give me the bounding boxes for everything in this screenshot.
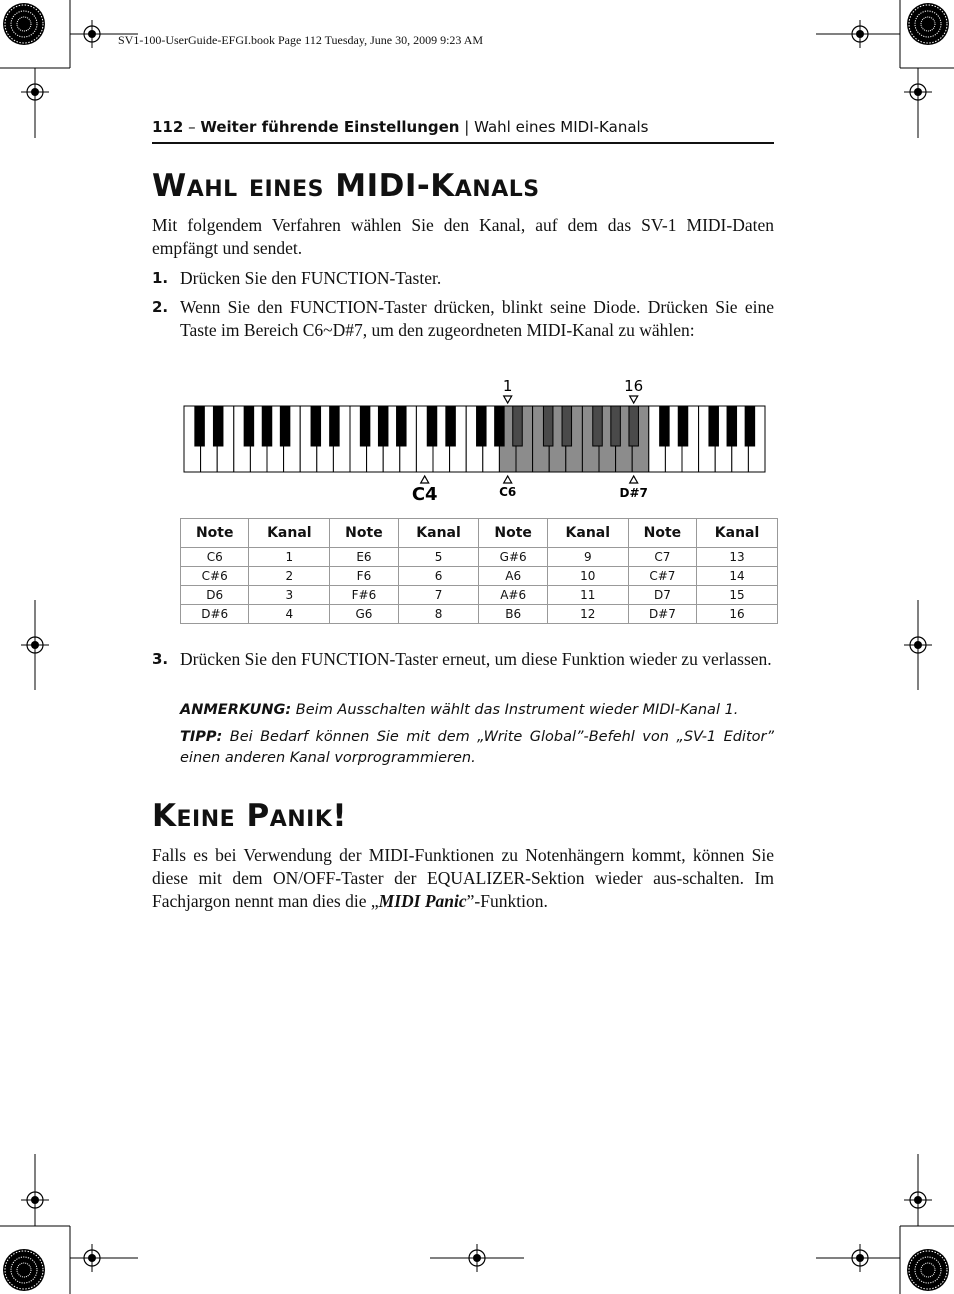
panic-paragraph	[152, 844, 774, 913]
channel-1-label: 1	[502, 377, 513, 395]
step-text: Drücken Sie den FUNCTION-Taster.	[180, 268, 442, 288]
black-key	[244, 406, 254, 446]
table-cell: D6	[181, 586, 249, 605]
crosshair-icon	[21, 78, 49, 106]
book-info-line: SV1-100-UserGuide-EFGI.book Page 112 Tuesday, June 30, 2009 9:23 AM	[118, 33, 484, 47]
table-cell: 10	[547, 567, 628, 586]
black-key	[397, 406, 407, 446]
black-key	[262, 406, 272, 446]
black-key	[311, 406, 321, 446]
table-header-row	[181, 519, 778, 548]
black-key	[727, 406, 737, 446]
crosshair-icon	[904, 1186, 932, 1214]
crosshair-icon	[904, 78, 932, 106]
crosshair-icon	[78, 20, 106, 48]
note-paragraph	[180, 700, 774, 721]
crosshair-icon	[904, 631, 932, 659]
star-target-icon	[3, 3, 45, 45]
header-separator: |	[459, 118, 475, 136]
table-cell: 14	[697, 567, 778, 586]
page-header	[152, 118, 774, 144]
tip-label: TIPP:	[180, 729, 223, 745]
star-target-icon	[907, 3, 949, 45]
column-header: Kanal	[547, 519, 628, 548]
column-header: Note	[628, 519, 696, 548]
black-key	[745, 406, 755, 446]
black-key	[446, 406, 456, 446]
table-cell: C#7	[628, 567, 696, 586]
note-text: Beim Ausschalten wählt das Instrument wieder MIDI-Kanal 1.	[291, 702, 739, 718]
table-cell: G#6	[479, 548, 547, 567]
c4-label: C4	[411, 484, 438, 505]
table-cell: C#6	[181, 567, 249, 586]
table-row	[181, 605, 778, 624]
table-row	[181, 586, 778, 605]
table-row	[181, 548, 778, 567]
crosshair-icon	[21, 631, 49, 659]
black-key	[543, 406, 553, 446]
midi-channel-table	[180, 518, 778, 624]
table-cell: 16	[697, 605, 778, 624]
black-key	[195, 406, 205, 446]
table-cell: C7	[628, 548, 696, 567]
crosshair-icon	[846, 20, 874, 48]
panic-text-before: Falls es bei Verwendung der MIDI-Funktionen zu Notenhängern kommt, können Sie diese mit dem ON/OFF-Taster der EQUALIZER-Sektion wieder aus-schalten. Im Fachjargon nennt man dies die „	[152, 845, 774, 911]
table-cell: A#6	[479, 586, 547, 605]
tip-text: Bei Bedarf können Sie mit dem „Write Global”-Befehl von „SV-1 Editor” einen anderen Kanal vorprogrammieren.	[180, 729, 774, 766]
black-key	[709, 406, 719, 446]
table-cell: 1	[249, 548, 330, 567]
step-number: 1.	[152, 269, 169, 287]
step-3	[152, 648, 774, 671]
step-number: 3.	[152, 650, 169, 668]
black-key	[360, 406, 370, 446]
table-cell: 7	[398, 586, 479, 605]
black-key	[593, 406, 603, 446]
table-cell: 2	[249, 567, 330, 586]
up-triangle-icon	[504, 476, 512, 483]
crosshair-icon	[463, 1244, 491, 1272]
tip-paragraph	[180, 727, 774, 769]
column-header: Note	[330, 519, 398, 548]
column-header: Kanal	[249, 519, 330, 548]
table-cell: F6	[330, 567, 398, 586]
black-key	[427, 406, 437, 446]
table-cell: D#7	[628, 605, 696, 624]
table-cell: 5	[398, 548, 479, 567]
star-target-icon	[907, 1249, 949, 1291]
black-key	[330, 406, 340, 446]
step-2	[152, 296, 774, 342]
table-row	[181, 567, 778, 586]
black-key	[562, 406, 572, 446]
channel-16-label: 16	[624, 377, 644, 395]
table-cell: 13	[697, 548, 778, 567]
black-key	[280, 406, 290, 446]
column-header: Kanal	[697, 519, 778, 548]
d-sharp-7-label: D#7	[619, 486, 648, 500]
intro-paragraph: Mit folgendem Verfahren wählen Sie den Kanal, auf dem das SV-1 MIDI-Daten empfängt und sendet.	[152, 215, 774, 258]
header-chapter: Weiter führende Einstellungen	[200, 118, 460, 136]
table-cell: 12	[547, 605, 628, 624]
table-cell: 8	[398, 605, 479, 624]
table-cell: D#6	[181, 605, 249, 624]
black-key	[629, 406, 639, 446]
c6-label: C6	[499, 485, 517, 499]
black-key	[495, 406, 505, 446]
table-cell: 3	[249, 586, 330, 605]
table-cell: 11	[547, 586, 628, 605]
up-triangle-icon	[421, 476, 429, 483]
table-cell: F#6	[330, 586, 398, 605]
step-1	[152, 267, 774, 290]
table-cell: D7	[628, 586, 696, 605]
black-key	[678, 406, 688, 446]
table-cell: B6	[479, 605, 547, 624]
column-header: Kanal	[398, 519, 479, 548]
star-target-icon	[3, 1249, 45, 1291]
black-key	[513, 406, 523, 446]
table-cell: 9	[547, 548, 628, 567]
down-triangle-icon	[630, 396, 638, 403]
header-section: Wahl eines MIDI-Kanals	[474, 118, 649, 136]
panic-text-after: ”-Funktion.	[466, 891, 548, 911]
step-text: Wenn Sie den FUNCTION-Taster drücken, blinkt seine Diode. Drücken Sie eine Taste im Bereich C6~D#7, um den zugeordneten MIDI-Kanal zu wählen:	[180, 297, 774, 340]
table-cell: E6	[330, 548, 398, 567]
black-key	[660, 406, 670, 446]
header-dash: –	[183, 118, 201, 136]
page-number: 112	[152, 118, 184, 136]
black-key	[477, 406, 487, 446]
step-number: 2.	[152, 298, 169, 316]
section-title-panic: Keine Panik!	[152, 798, 347, 834]
column-header: Note	[479, 519, 547, 548]
table-cell: G6	[330, 605, 398, 624]
table-cell: 4	[249, 605, 330, 624]
column-header: Note	[181, 519, 249, 548]
black-key	[611, 406, 621, 446]
table-cell: 6	[398, 567, 479, 586]
keyboard-diagram	[182, 376, 772, 506]
down-triangle-icon	[504, 396, 512, 403]
section-title-midi-channel: Wahl eines MIDI-Kanals	[152, 168, 540, 204]
midi-panic-term: MIDI Panic	[378, 891, 467, 911]
table-cell: C6	[181, 548, 249, 567]
crosshair-icon	[21, 1186, 49, 1214]
up-triangle-icon	[630, 476, 638, 483]
crosshair-icon	[78, 1244, 106, 1272]
black-key	[213, 406, 223, 446]
step-text: Drücken Sie den FUNCTION-Taster erneut, um diese Funktion wieder zu verlassen.	[180, 649, 772, 669]
crosshair-icon	[846, 1244, 874, 1272]
table-cell: 15	[697, 586, 778, 605]
table-cell: A6	[479, 567, 547, 586]
note-label: ANMERKUNG:	[180, 702, 292, 718]
black-key	[378, 406, 388, 446]
